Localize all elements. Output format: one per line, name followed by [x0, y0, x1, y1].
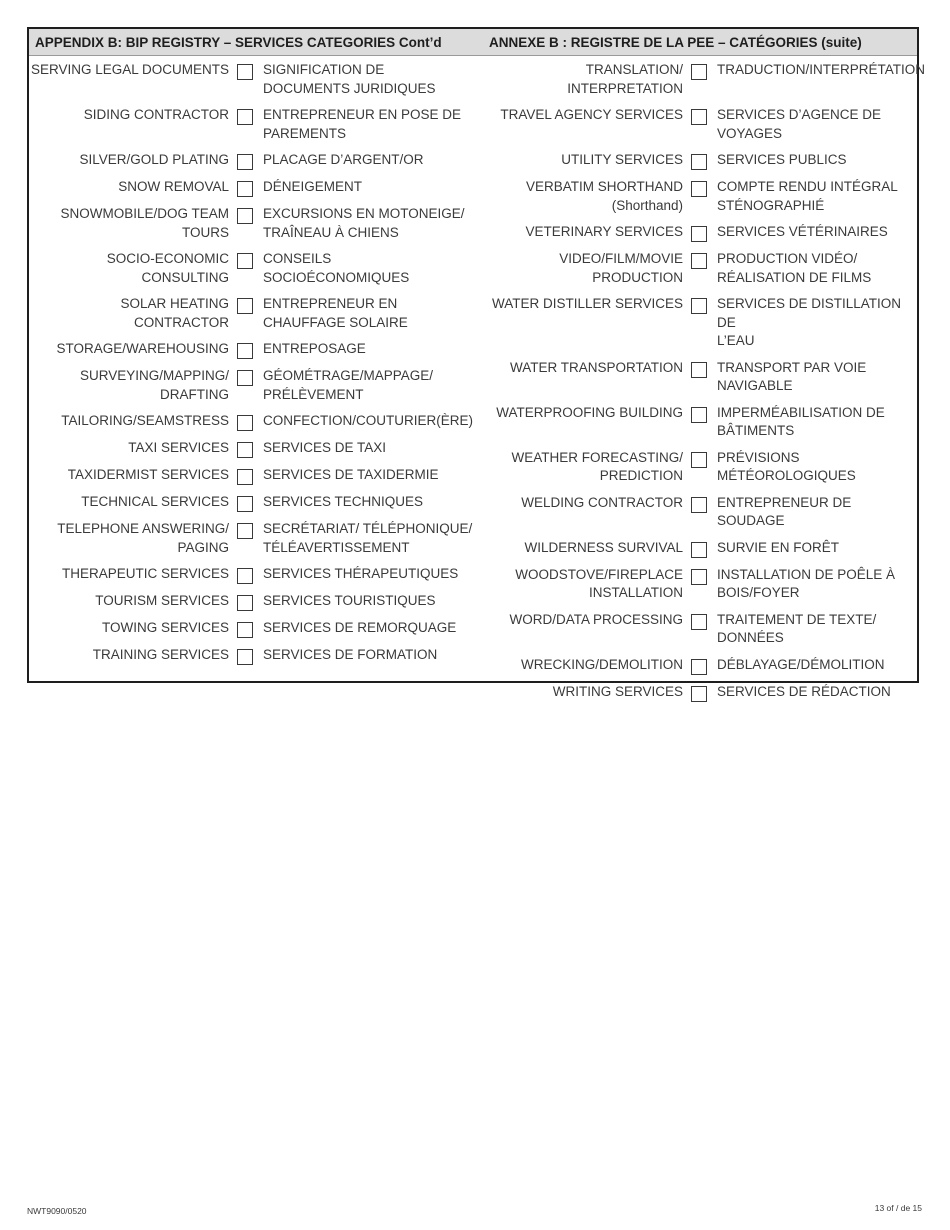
- category-checkbox[interactable]: [691, 154, 707, 170]
- category-row: [481, 539, 917, 558]
- category-checkbox[interactable]: [237, 568, 253, 584]
- category-english-label: WELDING CONTRACTOR: [521, 494, 683, 510]
- category-checkbox[interactable]: [691, 362, 707, 378]
- category-french-label: SERVICES DE TAXI: [263, 440, 387, 455]
- category-english-label: SILVER/GOLD PLATING: [79, 152, 229, 167]
- category-checkbox[interactable]: [237, 343, 253, 359]
- category-checkbox[interactable]: [237, 370, 253, 386]
- category-row: [29, 106, 481, 143]
- category-row: [481, 61, 925, 98]
- category-checkbox[interactable]: [691, 253, 707, 269]
- category-english-label: VIDEO/FILM/MOVIE PRODUCTION: [559, 251, 683, 285]
- category-french-label: CONSEILS SOCIOÉCONOMIQUES: [263, 251, 410, 285]
- category-checkbox[interactable]: [691, 64, 707, 80]
- category-english-label: WRITING SERVICES: [552, 683, 683, 699]
- category-english-label: TAXI SERVICES: [128, 440, 229, 455]
- category-english-label: TRANSLATION/ INTERPRETATION: [567, 62, 683, 96]
- category-english-label: TELEPHONE ANSWERING/ PAGING: [57, 521, 229, 555]
- category-row: [29, 520, 481, 557]
- category-english-label: WORD/DATA PROCESSING: [509, 611, 683, 627]
- category-english-label: VETERINARY SERVICES: [525, 224, 683, 239]
- category-english-label: WILDERNESS SURVIVAL: [524, 539, 683, 555]
- category-row: [481, 656, 917, 675]
- category-checkbox[interactable]: [237, 298, 253, 314]
- category-row: [29, 493, 481, 512]
- category-french-label: TRANSPORT PAR VOIE NAVIGABLE: [717, 359, 867, 393]
- category-row: [29, 250, 481, 287]
- category-english-label: WATER DISTILLER SERVICES: [491, 296, 683, 311]
- category-checkbox[interactable]: [237, 208, 253, 224]
- category-english-label: UTILITY SERVICES: [561, 152, 683, 167]
- category-english-label: WATERPROOFING BUILDING: [496, 404, 683, 420]
- category-french-label: SERVICES DE TAXIDERMIE: [263, 467, 439, 482]
- category-checkbox[interactable]: [691, 569, 707, 585]
- category-row: [29, 565, 481, 584]
- category-checkbox[interactable]: [237, 523, 253, 539]
- category-english-label: SOLAR HEATING CONTRACTOR: [120, 296, 229, 330]
- category-french-label: IMPERMÉABILISATION DE BÂTIMENTS: [717, 404, 885, 438]
- category-english-label: WRECKING/DEMOLITION: [520, 656, 683, 672]
- category-french-label: INSTALLATION DE POÊLE À BOIS/FOYER: [717, 566, 896, 600]
- category-english-label: SURVEYING/MAPPING/ DRAFTING: [79, 368, 229, 402]
- category-french-label: SERVICES TOURISTIQUES: [263, 593, 436, 608]
- category-row: [481, 494, 917, 531]
- category-english-label: TECHNICAL SERVICES: [81, 494, 229, 509]
- category-english-label: SIDING CONTRACTOR: [83, 107, 229, 122]
- category-row: [481, 449, 917, 486]
- category-checkbox[interactable]: [691, 686, 707, 702]
- category-french-label: SERVICES D’AGENCE DE VOYAGES: [717, 107, 882, 141]
- category-french-label: DÉBLAYAGE/DÉMOLITION: [717, 656, 885, 672]
- category-french-label: ENTREPRENEUR DE SOUDAGE: [717, 494, 852, 528]
- category-french-label: TRAITEMENT DE TEXTE/ DONNÉES: [717, 611, 877, 645]
- category-checkbox[interactable]: [237, 64, 253, 80]
- category-english-label: SNOWMOBILE/DOG TEAM TOURS: [60, 206, 229, 240]
- category-row: [29, 61, 481, 98]
- category-french-label: COMPTE RENDU INTÉGRAL STÉNOGRAPHIÉ: [717, 179, 898, 213]
- category-row: [481, 566, 917, 603]
- category-row: [29, 205, 481, 242]
- category-row: [481, 295, 917, 351]
- category-checkbox[interactable]: [691, 298, 707, 314]
- page-number: 13 of / de 15: [874, 1203, 922, 1213]
- category-row: [481, 223, 917, 242]
- category-french-label: CONFECTION/COUTURIER(ÈRE): [263, 413, 473, 428]
- category-english-label: TOURISM SERVICES: [95, 593, 229, 608]
- category-checkbox[interactable]: [691, 542, 707, 558]
- category-row: [481, 250, 917, 287]
- category-french-label: PRÉVISIONS MÉTÉOROLOGIQUES: [717, 449, 856, 483]
- category-row: [29, 646, 481, 665]
- category-french-label: SECRÉTARIAT/ TÉLÉPHONIQUE/ TÉLÉAVERTISSEMENT: [263, 521, 473, 555]
- right-category-column: [481, 61, 925, 710]
- category-english-label: STORAGE/WAREHOUSING: [56, 341, 229, 356]
- category-checkbox[interactable]: [691, 614, 707, 630]
- category-french-label: PLACAGE D’ARGENT/OR: [263, 152, 424, 167]
- category-row: [481, 683, 917, 702]
- category-checkbox[interactable]: [237, 415, 253, 431]
- category-french-label: ENTREPRENEUR EN POSE DE PAREMENTS: [263, 107, 462, 141]
- table-header: [29, 29, 917, 56]
- category-checkbox[interactable]: [691, 452, 707, 468]
- category-english-label: SOCIO-ECONOMIC CONSULTING: [106, 251, 229, 285]
- category-french-label: SERVICES TECHNIQUES: [263, 494, 424, 509]
- category-french-label: TRADUCTION/INTERPRÉTATION: [717, 62, 925, 77]
- category-english-label: THERAPEUTIC SERVICES: [61, 566, 229, 581]
- category-french-label: ENTREPOSAGE: [263, 341, 366, 356]
- category-french-label: SIGNIFICATION DE DOCUMENTS JURIDIQUES: [263, 62, 436, 96]
- category-english-label: SERVING LEGAL DOCUMENTS: [30, 62, 229, 77]
- category-french-label: SERVICES DE RÉDACTION: [717, 683, 891, 699]
- category-french-label: DÉNEIGEMENT: [263, 179, 363, 194]
- category-english-label: WOODSTOVE/FIREPLACE INSTALLATION: [515, 566, 683, 600]
- category-french-label: GÉOMÉTRAGE/MAPPAGE/ PRÉLÈVEMENT: [263, 368, 434, 402]
- category-checkbox[interactable]: [237, 109, 253, 125]
- category-english-label: VERBATIM SHORTHAND (Shorthand): [525, 179, 683, 213]
- category-english-label: WEATHER FORECASTING/ PREDICTION: [511, 449, 683, 483]
- category-row: [29, 439, 481, 458]
- category-checkbox[interactable]: [237, 469, 253, 485]
- category-row: [481, 106, 917, 143]
- category-row: [481, 178, 917, 215]
- category-french-label: SERVICES DE FORMATION: [263, 647, 438, 662]
- category-french-label: ENTREPRENEUR EN CHAUFFAGE SOLAIRE: [263, 296, 408, 330]
- category-french-label: SERVICES PUBLICS: [717, 152, 847, 167]
- category-row: [29, 295, 481, 332]
- category-english-label: TAILORING/SEAMSTRESS: [61, 413, 229, 428]
- category-row: [29, 592, 481, 611]
- form-number: NWT9090/0520: [27, 1206, 87, 1216]
- category-checkbox[interactable]: [237, 154, 253, 170]
- category-checkbox[interactable]: [691, 497, 707, 513]
- category-french-label: SERVICES THÉRAPEUTIQUES: [263, 566, 459, 581]
- english-title: APPENDIX B: BIP REGISTRY – SERVICES CATEGORIES Cont’d: [35, 34, 442, 50]
- category-row: [29, 151, 481, 170]
- category-checkbox[interactable]: [237, 595, 253, 611]
- category-french-label: PRODUCTION VIDÉO/ RÉALISATION DE FILMS: [717, 251, 872, 285]
- category-checkbox[interactable]: [691, 226, 707, 242]
- category-checkbox[interactable]: [691, 407, 707, 423]
- category-row: [481, 404, 917, 441]
- services-categories-table: [27, 27, 925, 699]
- category-row: [29, 178, 481, 197]
- category-english-label: TRAINING SERVICES: [92, 647, 229, 662]
- category-row: [481, 611, 917, 648]
- french-title: ANNEXE B : REGISTRE DE LA PEE – CATÉGORIES (suite): [489, 34, 862, 50]
- category-french-label: SURVIE EN FORÊT: [717, 539, 840, 555]
- category-checkbox[interactable]: [691, 109, 707, 125]
- category-row: [29, 412, 481, 431]
- category-checkbox[interactable]: [237, 649, 253, 665]
- category-row: [29, 340, 481, 359]
- left-category-column: [29, 61, 481, 710]
- category-english-label: TAXIDERMIST SERVICES: [67, 467, 229, 482]
- category-english-label: TOWING SERVICES: [101, 620, 229, 635]
- category-french-label: SERVICES DE REMORQUAGE: [263, 620, 457, 635]
- category-french-label: EXCURSIONS EN MOTONEIGE/ TRAÎNEAU À CHIENS: [263, 206, 465, 240]
- category-checkbox[interactable]: [691, 181, 707, 197]
- category-checkbox[interactable]: [691, 659, 707, 675]
- category-row: [29, 367, 481, 404]
- category-checkbox[interactable]: [237, 622, 253, 638]
- category-english-label: TRAVEL AGENCY SERVICES: [500, 107, 683, 122]
- category-checkbox[interactable]: [237, 496, 253, 512]
- category-row: [481, 359, 917, 396]
- category-row: [29, 619, 481, 638]
- category-row: [29, 466, 481, 485]
- category-english-label: SNOW REMOVAL: [118, 179, 229, 194]
- category-row: [481, 151, 917, 170]
- category-checkbox[interactable]: [237, 442, 253, 458]
- category-checkbox[interactable]: [237, 181, 253, 197]
- category-french-label: SERVICES VÉTÉRINAIRES: [717, 224, 888, 239]
- category-french-label: SERVICES DE DISTILLATION DE L’EAU: [717, 296, 902, 348]
- category-checkbox[interactable]: [237, 253, 253, 269]
- category-english-label: WATER TRANSPORTATION: [509, 359, 683, 375]
